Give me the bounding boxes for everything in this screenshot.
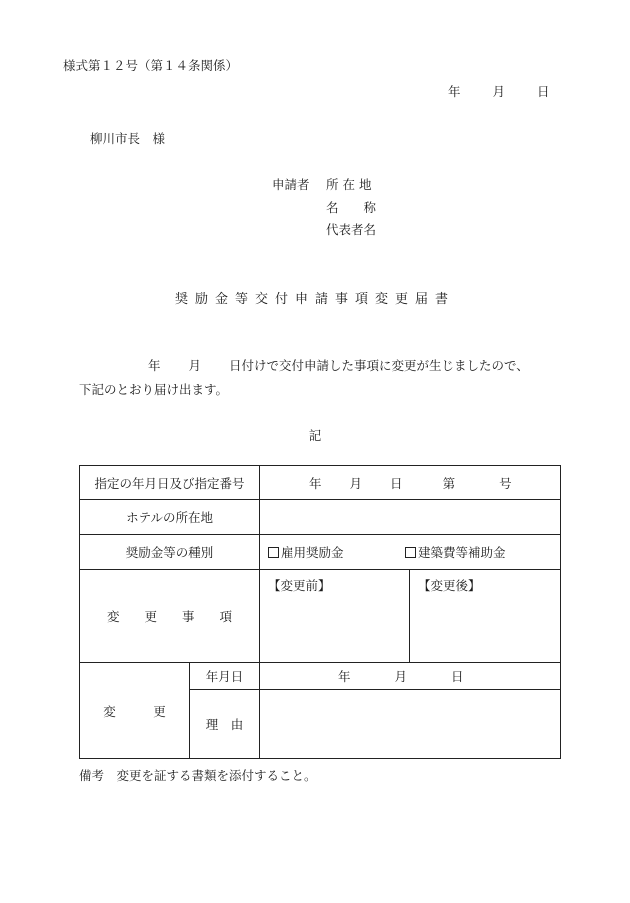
change-before-label: 【変更前】 <box>268 578 331 593</box>
subsidy-type-label: 奨励金等の種別 <box>80 535 260 570</box>
applicant-representative-label: 代表者名 <box>326 222 377 237</box>
applicant-label: 申請者 <box>272 177 310 192</box>
body-line-2: 下記のとおり届け出ます。 <box>79 382 229 397</box>
change-before-field[interactable] <box>260 570 410 663</box>
change-form-table <box>79 465 561 759</box>
change-day: 日 <box>451 669 464 684</box>
change-label: 変 更 <box>80 663 190 759</box>
employment-subsidy-label: 雇用奨励金 <box>281 545 344 560</box>
designation-dai: 第 <box>442 475 456 491</box>
designation-year: 年 <box>309 475 322 491</box>
table-row <box>80 500 561 535</box>
designation-value[interactable] <box>260 466 561 500</box>
applicant-name-label: 名 称 <box>326 199 377 215</box>
employment-subsidy-option[interactable] <box>268 543 405 561</box>
date-month: 月 <box>492 84 506 99</box>
footnote: 備考 変更を証する書類を添付すること。 <box>79 768 317 783</box>
designation-day: 日 <box>390 475 403 491</box>
construction-subsidy-label: 建築費等補助金 <box>418 545 506 560</box>
construction-subsidy-option[interactable] <box>405 543 506 561</box>
designation-label: 指定の年月日及び指定番号 <box>80 466 260 500</box>
change-reason-value[interactable] <box>260 690 561 759</box>
checkbox-icon[interactable] <box>405 547 416 558</box>
designation-go: 号 <box>499 475 512 491</box>
submission-date <box>448 82 550 100</box>
form-number: 様式第１２号（第１４条関係） <box>63 58 239 73</box>
change-items-label: 変 更 事 項 <box>80 570 260 663</box>
change-year: 年 <box>338 669 351 684</box>
body-year: 年 <box>148 358 161 373</box>
addressee: 柳川市長 様 <box>90 131 166 146</box>
ki-heading: 記 <box>308 428 322 443</box>
change-date-value[interactable] <box>260 663 561 690</box>
body-line-1 <box>148 356 529 374</box>
table-row <box>80 663 561 690</box>
hotel-location-label: ホテルの所在地 <box>80 500 260 535</box>
change-after-label: 【変更後】 <box>418 578 481 593</box>
subsidy-type-value <box>260 535 561 570</box>
hotel-location-value[interactable] <box>260 500 561 535</box>
date-year: 年 <box>448 84 461 99</box>
change-after-field[interactable] <box>410 570 561 663</box>
date-day: 日 <box>537 84 550 99</box>
checkbox-icon[interactable] <box>268 547 279 558</box>
applicant-block <box>272 174 386 242</box>
applicant-address-label: 所 在 地 <box>326 177 372 192</box>
change-month: 月 <box>394 669 408 684</box>
document-title: 奨励金等交付申請事項変更届書 <box>174 292 455 307</box>
table-row <box>80 535 561 570</box>
body-text: 日付けで交付申請した事項に変更が生じましたので、 <box>229 358 529 373</box>
table-row <box>80 466 561 500</box>
body-month: 月 <box>188 358 202 373</box>
change-date-label: 年月日 <box>190 663 260 690</box>
designation-month: 月 <box>349 475 363 491</box>
table-row <box>80 570 561 663</box>
change-reason-label: 理 由 <box>190 690 260 759</box>
